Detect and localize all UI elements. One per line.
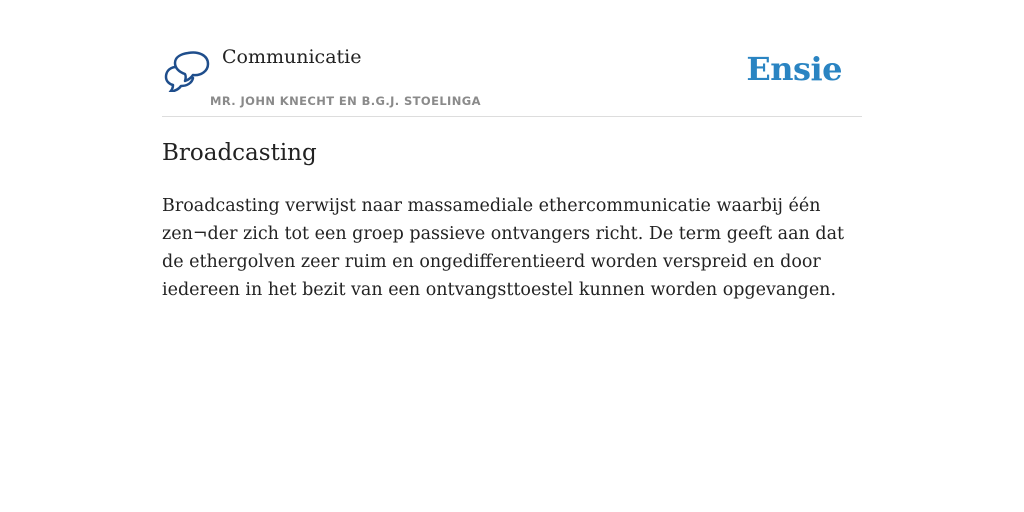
speech-bubbles-icon[interactable] (164, 50, 210, 92)
entry-title: Broadcasting (162, 140, 317, 166)
authors-label: MR. JOHN KNECHT EN B.G.J. STOELINGA (210, 94, 481, 108)
category-link[interactable]: Communicatie (222, 46, 362, 68)
entry-body: Broadcasting verwijst naar massamediale ethercommunicatie waarbij één zen¬der zich tot een groep passieve ontvangers richt. De term geeft aan dat de ethergolven zeer ruim en ongedifferentieerd worden verspreid en door iedereen in het bezit van een ontvangsttoestel kunnen worden opgevangen. (162, 196, 845, 300)
brand-logo[interactable]: Ensie (746, 50, 842, 88)
entry-header (162, 40, 862, 117)
